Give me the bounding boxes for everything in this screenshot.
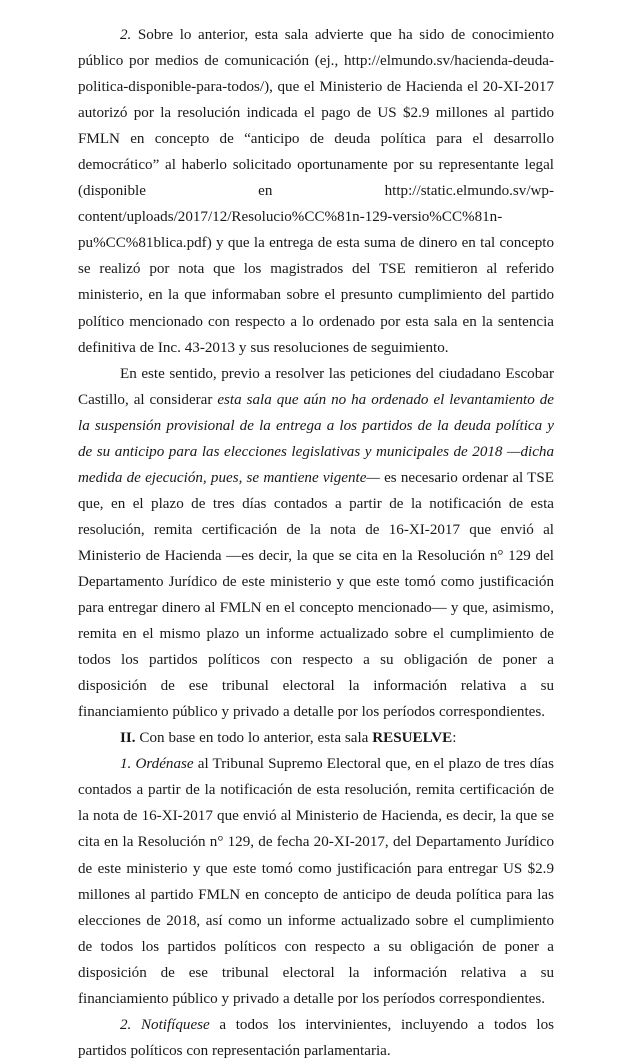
resuelve-keyword: RESUELVE <box>372 730 453 747</box>
item-2-notifiquese-label: 2. Notifíquese <box>120 1016 210 1033</box>
item-2-text: a todos los intervinientes, incluyendo a todos los partidos políticos con representación parlamentaria. <box>78 1016 554 1059</box>
paragraph-2-sobre-lo-anterior <box>78 22 554 361</box>
paragraph-text-tail: es necesario ordenar al TSE que, en el plazo de tres días contados a partir de la notificación de esta resolución, remita certificación de la nota de 16-XI-2017 que envió al Ministerio de Hacienda —es decir, la que se cita en la Resolución n° 129 del Departamento Jurídico de este ministerio y que este tomó como justificación para entregar dinero al FMLN en el concepto mencionado— y que, asimismo, remita en el mismo plazo un informe actualizado sobre el cumplimiento de todos los partidos políticos con respecto a su obligación de poner a disposición de ese tribunal electoral la información relativa a su financiamiento público y privado a detalle por los períodos correspondientes. <box>78 469 554 721</box>
paragraph-number: 2. <box>120 27 132 43</box>
paragraph-item-1-ordenase <box>78 751 554 1011</box>
paragraph-en-este-sentido <box>78 361 554 726</box>
paragraph-text: Sobre lo anterior, esta sala advierte que ha sido de conocimiento público por medios de comunicación (ej., http://elmundo.sv/hacienda-deuda-politica-disponible-para-todos/), que el Ministerio de Hacienda el 20-XI-2017 autorizó por la resolución indicada el pago de US $2.9 millones al partido FMLN en concepto de “anticipo de deuda política para el desarrollo democrático” al haberlo solicitado oportunamente por su representante legal (disponible en http://static.elmundo.sv/wp-content/uploads/2017/12/Resolucio%CC%81n-129-versio%CC%81n-pu%CC%81blica.pdf) y que la entrega de esta suma de dinero en tal concepto se realizó por nota que los magistrados del TSE remitieron al referido ministerio, en la que informaban sobre el presunto cumplimiento del partido político mencionado con respecto a lo ordenado por esta sala en la sentencia definitiva de Inc. 43-2013 y sus resoluciones de seguimiento. <box>78 27 554 356</box>
section-lead-text: Con base en todo lo anterior, esta sala <box>135 730 373 747</box>
paragraph-item-2-notifiquese <box>78 1012 554 1064</box>
document-body <box>78 22 554 1064</box>
emphasis-suspension-provisional: esta sala que aún no ha ordenado el levantamiento de la suspensión provisional de la entrega a los partidos de la deuda política y de su anticipo para las elecciones legislativas y municipales de 2018 —dicha medida de ejecución, pues, se mantiene vigente— <box>78 391 554 486</box>
section-number-ii: II. <box>120 730 136 747</box>
paragraph-section-ii-resuelve <box>78 725 554 751</box>
section-colon: : <box>452 730 457 747</box>
paragraph-text-lead: En este sentido, previo a resolver las peticiones del ciudadano Escobar Castillo, al considerar <box>78 365 554 408</box>
item-1-ordenase-label: 1. Ordénase <box>120 756 194 773</box>
item-1-text: al Tribunal Supremo Electoral que, en el plazo de tres días contados a partir de la notificación de esta resolución, remita certificación de la nota de 16-XI-2017 que envió al Ministerio de Hacienda, es decir, la que se cita en la Resolución n° 129, de fecha 20-XI-2017, del Departamento Jurídico de este ministerio y que este tomó como justificación para entregar US $2.9 millones al partido FMLN en concepto de anticipo de deuda política para las elecciones de 2018, así como un informe actualizado sobre el cumplimiento de todos los partidos políticos con respecto a su obligación de poner a disposición de ese tribunal electoral la información relativa a su financiamiento público y privado a detalle por los períodos correspondientes. <box>78 756 555 1007</box>
